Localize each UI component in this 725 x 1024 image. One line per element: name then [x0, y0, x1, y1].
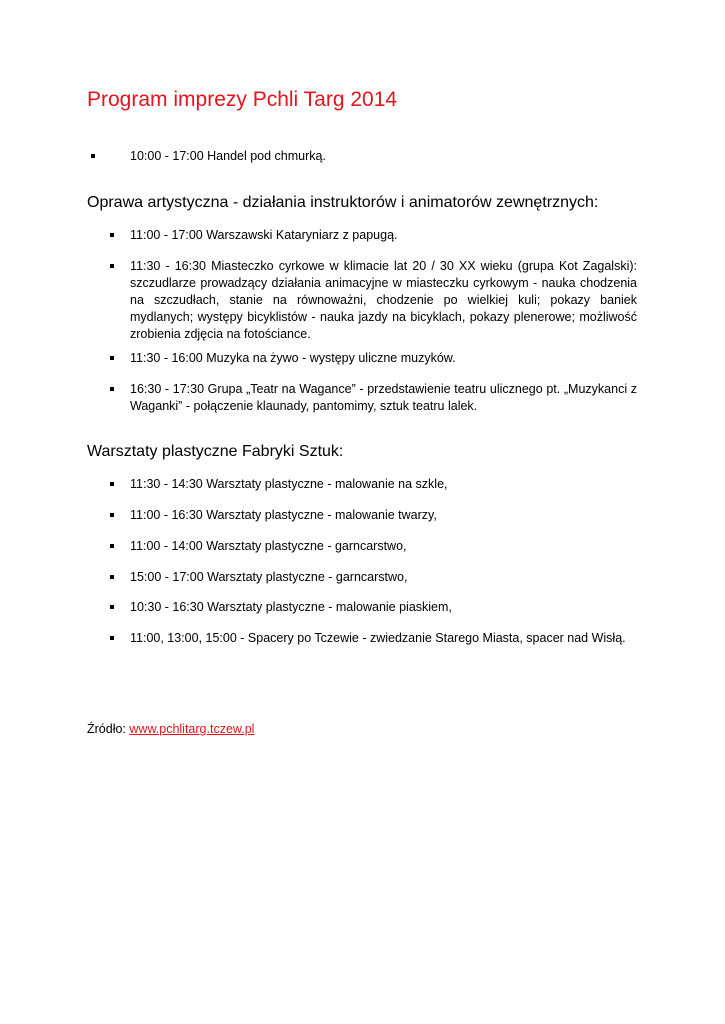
page-title: Program imprezy Pchli Targ 2014: [87, 88, 398, 111]
square-bullet-icon: [110, 605, 114, 609]
list-item-text: 11:00 - 17:00 Warszawski Kataryniarz z papugą.: [130, 228, 398, 242]
list-item-text: 11:00 - 16:30 Warsztaty plastyczne - malowanie twarzy,: [130, 508, 437, 522]
source-link[interactable]: www.pchlitarg.tczew.pl: [129, 722, 255, 736]
square-bullet-icon: [110, 264, 114, 268]
list-item-text: 10:00 - 17:00 Handel pod chmurką.: [130, 149, 326, 163]
source-line: [87, 721, 254, 738]
list-item-text: 11:00, 13:00, 15:00 - Spacery po Tczewie - zwiedzanie Starego Miasta, spacer nad Wisłą.: [130, 631, 626, 645]
square-bullet-icon: [110, 482, 114, 486]
list-item-text: 11:30 - 16:30 Miasteczko cyrkowe w klimacie lat 20 / 30 XX wieku (grupa Kot Zagalski): szczudlarze prowadzący działania animacyjne w miasteczku cyrkowym - nauka chodzenia na szczudłach, stanie na równoważni, chodzenie po wielkiej kuli; pokazy baniek mydlanych; występy bicyklistów - nauka jazdy na bicyklach, pokazy plenerowe; możliwość zrobienia zdjęcia na fotościance.: [130, 259, 637, 341]
list-item-text: 10:30 - 16:30 Warsztaty plastyczne - malowanie piaskiem,: [130, 600, 452, 614]
square-bullet-icon: [110, 513, 114, 517]
section-heading-warsztaty: Warsztaty plastyczne Fabryki Sztuk:: [87, 443, 344, 460]
square-bullet-icon: [110, 233, 114, 237]
square-bullet-icon: [110, 387, 114, 391]
list-item-text: 16:30 - 17:30 Grupa „Teatr na Wagance” - przedstawienie teatru ulicznego pt. „Muzykanci z Waganki” - połączenie klaunady, pantomimy, sztuk teatru lalek.: [130, 382, 637, 413]
section-heading-oprawa: Oprawa artystyczna - działania instruktorów i animatorów zewnętrznych:: [87, 194, 599, 211]
list-item-text: 11:00 - 14:00 Warsztaty plastyczne - garncarstwo,: [130, 539, 407, 553]
list-item-text: 11:30 - 16:00 Muzyka na żywo - występy uliczne muzyków.: [130, 351, 456, 365]
square-bullet-icon: [91, 154, 95, 158]
square-bullet-icon: [110, 636, 114, 640]
list-item-text: 15:00 - 17:00 Warsztaty plastyczne - garncarstwo,: [130, 570, 408, 584]
square-bullet-icon: [110, 575, 114, 579]
square-bullet-icon: [110, 356, 114, 360]
source-label: Źródło:: [87, 722, 126, 736]
list-item-text: 11:30 - 14:30 Warsztaty plastyczne - malowanie na szkle,: [130, 477, 448, 491]
square-bullet-icon: [110, 544, 114, 548]
